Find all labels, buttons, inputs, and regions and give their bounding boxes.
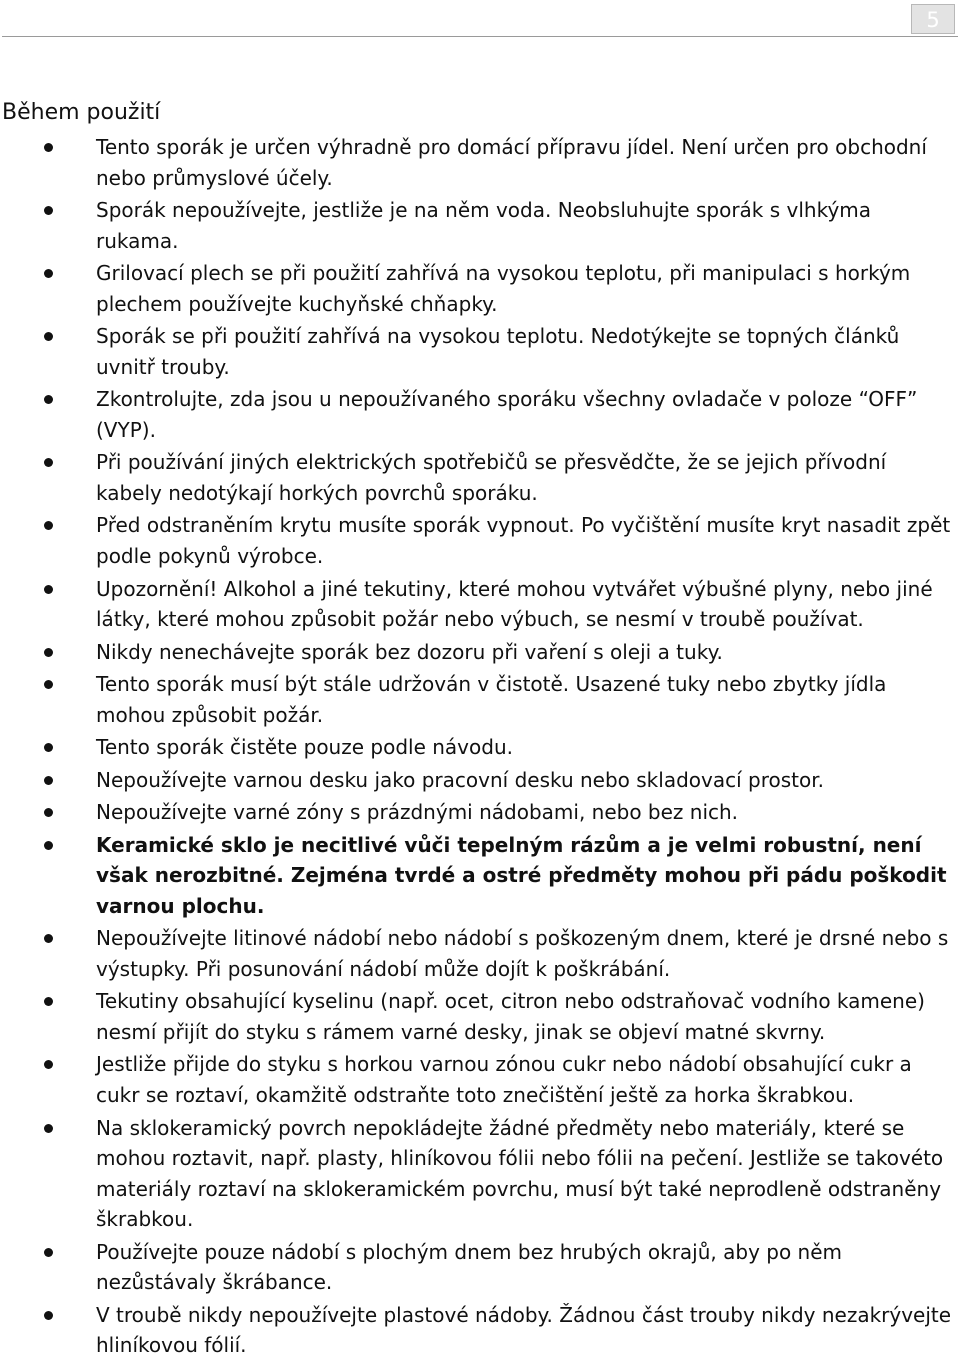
bullet-dot-icon <box>44 521 53 530</box>
bullet-text: Při používání jiných elektrických spotřebičů se přesvědčte, že se jejich přívodní kabely nedotýkají horkých povrchů sporáku. <box>96 450 887 505</box>
bullet-item <box>0 1237 960 1298</box>
bullet-item <box>0 1113 960 1235</box>
bullet-item <box>0 797 960 828</box>
bullet-item <box>0 765 960 796</box>
bullet-dot-icon <box>44 997 53 1006</box>
bullet-dot-icon <box>44 143 53 152</box>
bullet-text: Jestliže přijde do styku s horkou varnou zónou cukr nebo nádobí obsahující cukr a cukr se roztaví, okamžitě odstraňte toto znečištění ještě za horka škrabkou. <box>96 1052 912 1108</box>
bullet-dot-icon <box>44 206 53 215</box>
bullet-dot-icon <box>44 458 53 467</box>
bullet-item <box>0 637 960 668</box>
bullet-dot-icon <box>44 808 53 817</box>
bullet-text: Sporák nepoužívejte, jestliže je na něm voda. Neobsluhujte sporák s vlhkýma rukama. <box>96 198 872 253</box>
bullet-text: Tento sporák musí být stále udržován v čistotě. Usazené tuky nebo zbytky jídla mohou způsobit požár. <box>96 672 887 727</box>
bullet-dot-icon <box>44 934 53 943</box>
bullet-text: Tento sporák je určen výhradně pro domácí přípravu jídel. Není určen pro obchodní nebo průmyslové účely. <box>96 135 927 190</box>
bullet-item <box>0 830 960 922</box>
bullet-item <box>0 321 960 382</box>
bullet-text: Tekutiny obsahující kyselinu (např. ocet, citron nebo odstraňovač vodního kamene) nesmí přijít do styku s rámem varné desky, jinak se objeví matné skvrny. <box>96 989 925 1044</box>
bullet-text: Nepoužívejte varnou desku jako pracovní desku nebo skladovací prostor. <box>96 767 824 792</box>
bullet-dot-icon <box>44 1060 53 1069</box>
bullet-text: Sporák se při použití zahřívá na vysokou teplotu. Nedotýkejte se topných článků uvnitř trouby. <box>96 324 900 379</box>
bullet-item <box>0 258 960 319</box>
bullet-dot-icon <box>44 395 53 404</box>
bullet-item <box>0 132 960 193</box>
bullet-text: Keramické sklo je necitlivé vůči tepelným rázům a je velmi robustní, není však nerozbitné. Zejména tvrdé a ostré předměty mohou při pádu poškodit varnou plochu. <box>96 832 947 918</box>
bullet-dot-icon <box>44 648 53 657</box>
safety-bullet-list <box>0 132 960 1363</box>
bullet-text: V troubě nikdy nepoužívejte plastové nádoby. Žádnou část trouby nikdy nezakrývejte hliníkovou fólií. <box>96 1302 952 1358</box>
bullet-dot-icon <box>44 1248 53 1257</box>
bullet-item <box>0 447 960 508</box>
bullet-dot-icon <box>44 1124 53 1133</box>
bullet-item <box>0 1049 960 1110</box>
bullet-item <box>0 195 960 256</box>
bullet-item <box>0 1300 960 1361</box>
bullet-text: Nepoužívejte litinové nádobí nebo nádobí s poškozeným dnem, které je drsné nebo s výstupky. Při posunování nádobí může dojít k poškrábání. <box>96 926 949 981</box>
bullet-text: Nikdy nenechávejte sporák bez dozoru při vaření s oleji a tuky. <box>96 639 723 664</box>
bullet-item <box>0 574 960 635</box>
bullet-text: Grilovací plech se při použití zahřívá na vysokou teplotu, při manipulaci s horkým plechem používejte kuchyňské chňapky. <box>96 261 911 316</box>
bullet-text: Upozornění! Alkohol a jiné tekutiny, které mohou vytvářet výbušné plyny, nebo jiné látky, které mohou způsobit požár nebo výbuch, se nesmí v troubě používat. <box>96 576 933 632</box>
bullet-dot-icon <box>44 332 53 341</box>
bullet-dot-icon <box>44 585 53 594</box>
page-number: 5 <box>911 4 955 34</box>
bullet-item <box>0 923 960 984</box>
bullet-item <box>0 669 960 730</box>
bullet-dot-icon <box>44 841 53 850</box>
bullet-text: Používejte pouze nádobí s plochým dnem bez hrubých okrajů, aby po něm nezůstávaly škrábance. <box>96 1239 843 1295</box>
bullet-dot-icon <box>44 776 53 785</box>
bullet-text: Nepoužívejte varné zóny s prázdnými nádobami, nebo bez nich. <box>96 800 739 825</box>
bullet-text: Na sklokeramický povrch nepokládejte žádné předměty nebo materiály, které se mohou roztavit, např. plasty, hliníkovou fólii nebo fólii na pečení. Jestliže se takovéto materiály roztaví na sklokeramickém povrchu, musí být také neprodleně odstraněny škrabkou. <box>96 1115 944 1232</box>
bullet-dot-icon <box>44 1311 53 1320</box>
section-title: Během použití <box>2 100 161 125</box>
bullet-dot-icon <box>44 680 53 689</box>
bullet-text: Před odstraněním krytu musíte sporák vypnout. Po vyčištění musíte kryt nasadit zpět podle pokynů výrobce. <box>96 513 951 569</box>
bullet-dot-icon <box>44 269 53 278</box>
bullet-item <box>0 384 960 445</box>
header-rule <box>2 36 958 37</box>
bullet-item <box>0 510 960 571</box>
bullet-item <box>0 732 960 763</box>
bullet-item <box>0 986 960 1047</box>
bullet-text: Tento sporák čistěte pouze podle návodu. <box>96 735 513 760</box>
bullet-text: Zkontrolujte, zda jsou u nepoužívaného sporáku všechny ovladače v poloze “OFF” (VYP). <box>96 387 918 442</box>
bullet-dot-icon <box>44 743 53 752</box>
